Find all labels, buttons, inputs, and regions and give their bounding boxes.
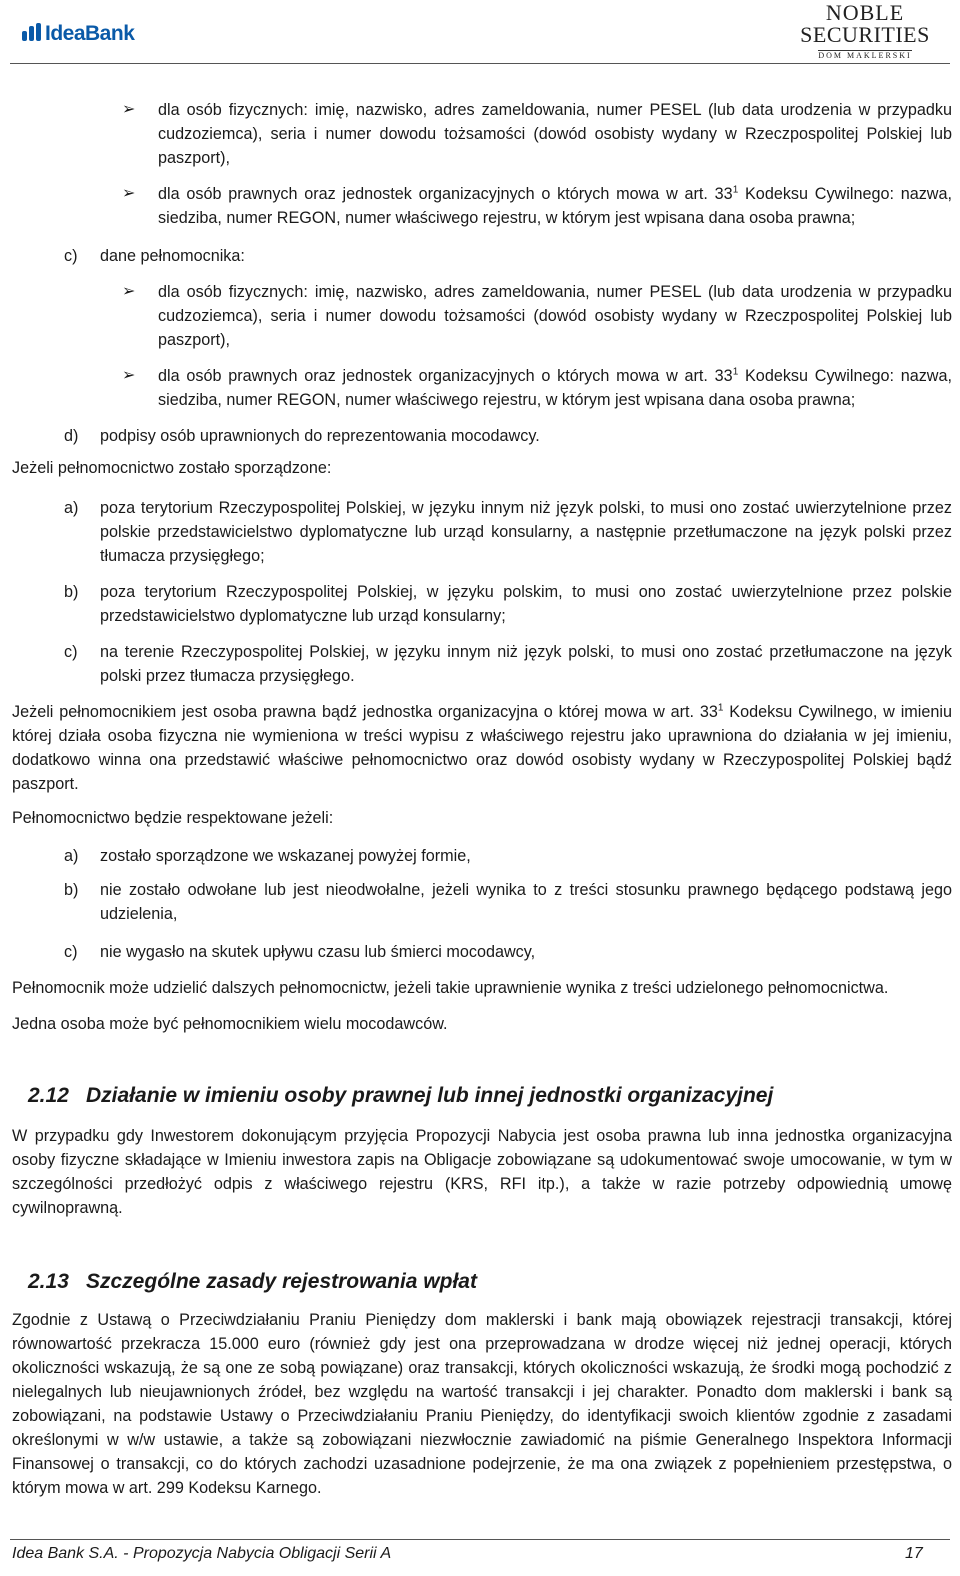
idea-bank-logo: [22, 22, 134, 46]
arrow-bullet-icon: ➢: [122, 185, 136, 202]
section-number: 2.12: [28, 1084, 69, 1107]
paragraph: Pełnomocnictwo będzie respektowane jeżeli:: [12, 809, 334, 827]
list-item: [158, 364, 952, 412]
noble-logo-line3: DOM MAKLERSKI: [818, 51, 912, 60]
list-item: poza terytorium Rzeczypospolitej Polskiej, w języku polskim, to musi ono zostać uwierzytelnione przez polskie przedstawicielstwo dyplomatyczne lub urząd konsularny;: [100, 583, 952, 625]
list-item: [158, 182, 952, 230]
paragraph: [12, 700, 952, 796]
text-run: dla osób prawnych oraz jednostek organizacyjnych o których mowa w art. 33: [158, 185, 733, 203]
list-marker: c): [64, 943, 78, 961]
text-run: dla osób prawnych oraz jednostek organizacyjnych o których mowa w art. 33: [158, 367, 733, 385]
section-title: Szczególne zasady rejestrowania wpłat: [86, 1270, 477, 1293]
list-marker: a): [64, 847, 79, 865]
list-item: nie zostało odwołane lub jest nieodwołalne, jeżeli wynika to z treści stosunku prawnego będącego podstawą jego udzielenia,: [100, 881, 952, 923]
list-marker: c): [64, 643, 78, 661]
noble-logo-line1: NOBLE: [825, 0, 905, 25]
text-run: Kodeksu Cywilnego: nazwa, siedziba, numer REGON, numer właściwego rejestru, w którym jest wpisana dana osoba prawna;: [158, 367, 952, 409]
list-marker: a): [64, 499, 79, 517]
section-number: 2.13: [28, 1270, 69, 1293]
section-title: Działanie w imieniu osoby prawnej lub innej jednostki organizacyjnej: [86, 1084, 774, 1107]
list-marker: b): [64, 583, 79, 601]
arrow-bullet-icon: ➢: [122, 283, 136, 300]
list-item: podpisy osób uprawnionych do reprezentowania mocodawcy.: [100, 427, 540, 445]
list-item: zostało sporządzone we wskazanej powyżej formie,: [100, 847, 471, 865]
paragraph: W przypadku gdy Inwestorem dokonującym przyjęcia Propozycji Nabycia jest osoba prawna lub inna jednostka organizacyjna osoby fizyczne składające w Imieniu inwestora zapis na Obligacje zobowiązane są udokumentować swoje umocowanie, w tym w szczególności przedłożyć odpis z właściwego rejestru (KRS, RFI itp.), a także w razie potrzeby odpowiednią umowę cywilnoprawną.: [12, 1127, 952, 1217]
footer-title: Idea Bank S.A. - Propozycja Nabycia Obligacji Serii A: [12, 1545, 392, 1562]
list-item: dla osób fizycznych: imię, nazwisko, adres zameldowania, numer PESEL (lub data urodzenia w przypadku cudzoziemca), seria i numer dowodu tożsamości (dowód osobisty wydany w Rzeczpospolitej Polskiej lub paszport),: [158, 283, 952, 349]
idea-bank-wordmark: IdeaBank: [45, 22, 135, 45]
idea-logo-mark-icon: [22, 23, 42, 45]
arrow-bullet-icon: ➢: [122, 367, 136, 384]
text-run: Kodeksu Cywilnego, w imieniu której działa osoba fizyczna nie wymieniona w treści wypisu z właściwego rejestru jako uprawniona do działania w jej imieniu, dodatkowo winna ona przedstawić właściwe pełnomocnictwo oraz dowód osobisty wydany w Rzeczypospolitej Polskiej bądź paszport.: [12, 703, 952, 793]
section-heading: [28, 1268, 477, 1296]
list-item: poza terytorium Rzeczypospolitej Polskiej, w języku innym niż język polski, to musi ono zostać uwierzytelnione przez polskie przedstawicielstwo dyplomatyczne lub urząd konsularny, a następnie przetłumaczone na język polski przez tłumacza przysięgłego;: [100, 499, 952, 565]
superscript: 1: [732, 366, 739, 378]
list-marker: b): [64, 881, 79, 899]
text-run: Jeżeli pełnomocnikiem jest osoba prawna bądź jednostka organizacyjna o której mowa w art. 33: [12, 703, 718, 721]
paragraph: Jeżeli pełnomocnictwo zostało sporządzone:: [12, 459, 332, 477]
list-item: nie wygasło na skutek upływu czasu lub śmierci mocodawcy,: [100, 943, 536, 961]
paragraph: Pełnomocnik może udzielić dalszych pełnomocnictw, jeżeli takie uprawnienie wynika z treści udzielonego pełnomocnictwa.: [12, 979, 889, 997]
paragraph: Jedna osoba może być pełnomocnikiem wielu mocodawców.: [12, 1015, 448, 1033]
superscript: 1: [732, 184, 739, 196]
section-heading: [28, 1082, 773, 1110]
list-marker: c): [64, 247, 78, 265]
paragraph: Zgodnie z Ustawą o Przeciwdziałaniu Praniu Pieniędzy dom maklerski i bank mają obowiązek rejestracji transakcji, której równowartość przekracza 15.000 euro (również gdy jest ona przeprowadzana w drodze więcej niż jednej operacji, których okoliczności wskazują, że są one ze sobą powiązane) oraz transakcji, których okoliczności wskazują, że środki mogą pochodzić z nielegalnych lub nieujawnionych źródeł, bez względu na wartość transakcji i jej charakter. Ponadto dom maklerski i bank są zobowiązani, na podstawie Ustawy o Przeciwdziałaniu Praniu Pieniędzy, do identyfikacji swoich klientów zgodnie z zasadami określonymi w w/w ustawie, a także są zobowiązani niezwłocznie zawiadomić na piśmie Generalnego Inspektora Informacji Finansowej o transakcji, co do których zachodzi uzasadnione podejrzenie, że ma ona związek z popełnieniem przestępstwa, o którym mowa w art. 299 Kodeksu Karnego.: [12, 1311, 952, 1497]
text-run: Kodeksu Cywilnego: nazwa, siedziba, numer REGON, numer właściwego rejestru, w którym jest wpisana dana osoba prawna;: [158, 185, 952, 227]
footer-divider: [10, 1539, 950, 1540]
list-item: dane pełnomocnika:: [100, 247, 245, 265]
list-item: na terenie Rzeczypospolitej Polskiej, w języku innym niż język polski, to musi ono zostać przetłumaczone na język polski przez tłumacza przysięgłego.: [100, 643, 952, 685]
list-item: dla osób fizycznych: imię, nazwisko, adres zameldowania, numer PESEL (lub data urodzenia w przypadku cudzoziemca), seria i numer dowodu tożsamości (dowód osobisty wydany w Rzeczpospolitej Polskiej lub paszport),: [158, 101, 952, 167]
noble-securities-logo: [790, 2, 940, 62]
arrow-bullet-icon: ➢: [122, 101, 136, 118]
noble-logo-line2: SECURITIES: [800, 22, 930, 47]
page-header: [0, 0, 960, 62]
superscript: 1: [717, 702, 724, 714]
header-divider: [10, 63, 950, 64]
page-number: 17: [905, 1545, 923, 1562]
list-marker: d): [64, 427, 79, 445]
